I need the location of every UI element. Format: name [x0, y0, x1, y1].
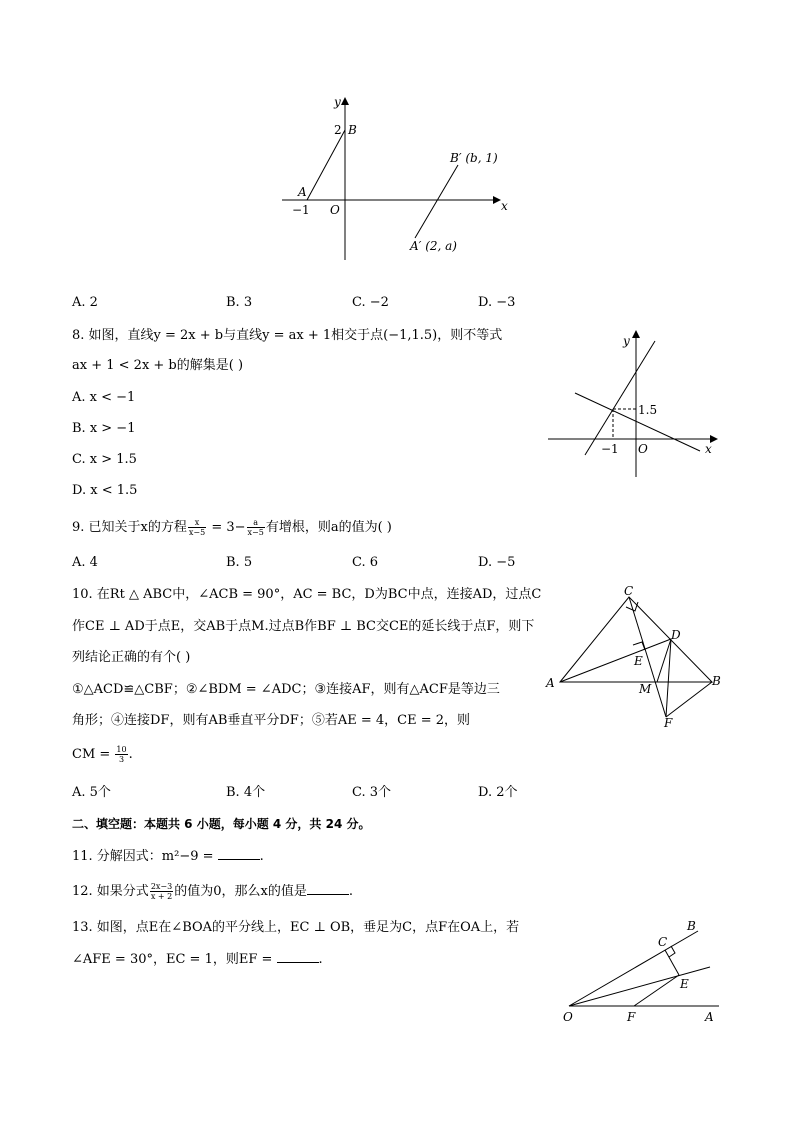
- label-b: B: [687, 919, 696, 933]
- q11-end: .: [259, 849, 264, 864]
- q9-fraction-2: $\frac{a}{x-5}$: [247, 518, 264, 537]
- label-c: C: [658, 935, 668, 949]
- section2-title: 二、填空题：本题共 6 小题，每小题 4 分，共 24 分。: [72, 817, 371, 831]
- q8-line1: 8. 如图，直线y = 2x + b与直线y = ax + 1相交于点(−1,1.5)，则不等式: [72, 328, 503, 343]
- segment-ab: [307, 130, 345, 200]
- q12-fraction: $\frac{2x-3}{x + 2}$: [150, 882, 173, 901]
- x-axis-label: x: [705, 442, 712, 456]
- q9-fraction-1: $\frac{x}{x-5}$: [188, 518, 206, 537]
- label-bprime: B′ (b, 1): [450, 151, 498, 165]
- label-b: B: [348, 123, 357, 137]
- q8-option-c[interactable]: C. x > 1.5: [72, 452, 137, 467]
- q8-line2: ax + 1 < 2x + b的解集是( ): [72, 358, 244, 373]
- q7-option-c[interactable]: C. −2: [352, 295, 389, 310]
- y-axis-label: y: [334, 95, 341, 109]
- ray-ob: [569, 931, 698, 1006]
- q13-end: .: [318, 952, 323, 967]
- label-f: F: [664, 716, 673, 730]
- q10-option-c[interactable]: C. 3个: [352, 785, 392, 800]
- q10-line6: [72, 745, 133, 764]
- label-neg1: −1: [292, 203, 310, 217]
- q12-pre: 12. 如果分式: [72, 884, 149, 899]
- q13-line2-text: ∠AFE = 30°，EC = 1，则EF =: [72, 952, 277, 967]
- q8-graph-figure: [545, 325, 725, 485]
- y-axis-label: y: [623, 334, 630, 348]
- origin-label: O: [330, 203, 340, 217]
- segment-ef: [634, 975, 679, 1006]
- label-c: C: [624, 584, 634, 598]
- q10-line6-pre: CM =: [72, 747, 115, 762]
- q12-answer-blank[interactable]: [307, 882, 349, 895]
- x-axis-label: x: [501, 199, 508, 213]
- q10-line6-post: .: [128, 747, 133, 762]
- q11-text: 11. 分解因式：m²−9 =: [72, 849, 218, 864]
- label-1-5: 1.5: [638, 403, 658, 417]
- q10-line5: 角形；④连接DF，则有AB垂直平分DF；⑤若AE = 4，CE = 2，则: [72, 713, 470, 728]
- q9-stem: [72, 518, 392, 537]
- q10-triangle-figure: [540, 585, 730, 730]
- segment-apbp: [415, 165, 458, 238]
- q9-post: 有增根，则a的值为( ): [265, 520, 392, 535]
- q10-option-d[interactable]: D. 2个: [478, 785, 518, 800]
- q10-line4: ①△ACD≌△CBF；②∠BDM = ∠ADC；③连接AF，则有△ACF是等边三: [72, 682, 500, 697]
- q12-post: 的值为0，那么x的值是: [174, 884, 307, 899]
- q12-end: .: [348, 884, 353, 899]
- q7-option-d[interactable]: D. −3: [478, 295, 516, 310]
- q10-option-b[interactable]: B. 4个: [226, 785, 266, 800]
- label-o: O: [563, 1010, 573, 1024]
- label-a: A: [705, 1010, 714, 1024]
- q8-option-b[interactable]: B. x > −1: [72, 421, 136, 436]
- q10-line3: 列结论正确的有个( ): [72, 650, 191, 665]
- label-e: E: [680, 977, 689, 991]
- q9-pre: 9. 已知关于x的方程: [72, 520, 187, 535]
- label-aprime: A′ (2, a): [410, 239, 457, 253]
- q11-answer-blank[interactable]: [218, 847, 260, 860]
- q7-option-a[interactable]: A. 2: [72, 295, 98, 310]
- q11-stem: [72, 847, 264, 866]
- q12-stem: [72, 882, 353, 901]
- segment-ad: [560, 639, 671, 682]
- label-m: M: [639, 682, 652, 696]
- q9-option-c[interactable]: C. 6: [352, 555, 379, 570]
- q10-fraction: $\frac{10}{3}$: [116, 745, 127, 764]
- segment-bf: [666, 682, 712, 717]
- ray-bisector: [569, 967, 710, 1006]
- q8-option-d[interactable]: D. x < 1.5: [72, 483, 138, 498]
- q10-line2: 作CE ⊥ AD于点E，交AB于点M.过点B作BF ⊥ BC交CE的延长线于点F，则下: [72, 619, 535, 634]
- q10-option-a[interactable]: A. 5个: [72, 785, 111, 800]
- q10-line1: 10. 在Rt △ ABC中，∠ACB = 90°，AC = BC，D为BC中点，连接AD，过点C: [72, 587, 542, 602]
- q13-angle-figure: [555, 915, 730, 1030]
- label-e: E: [634, 654, 643, 668]
- line-y-2x-b: [585, 341, 658, 455]
- q9-mid: = 3−: [207, 520, 246, 535]
- label-f: F: [627, 1010, 636, 1024]
- q13-line1: 13. 如图，点E在∠BOA的平分线上，EC ⊥ OB，垂足为C，点F在OA上，若: [72, 920, 520, 935]
- label-a: A: [546, 676, 555, 690]
- triangle-acb: [560, 597, 712, 682]
- label-b: B: [712, 674, 721, 688]
- q13-line2: [72, 950, 323, 969]
- label-neg1: −1: [601, 442, 619, 456]
- q7-coordinate-figure: [270, 90, 520, 270]
- q9-option-a[interactable]: A. 4: [72, 555, 98, 570]
- q9-option-b[interactable]: B. 5: [226, 555, 253, 570]
- q9-option-d[interactable]: D. −5: [478, 555, 516, 570]
- origin-label: O: [638, 442, 648, 456]
- segment-ec: [665, 950, 679, 975]
- label-a: A: [298, 185, 307, 199]
- q7-option-b[interactable]: B. 3: [226, 295, 253, 310]
- q8-option-a[interactable]: A. x < −1: [72, 390, 136, 405]
- q13-answer-blank[interactable]: [277, 950, 319, 963]
- label-2: 2: [334, 123, 342, 137]
- label-d: D: [671, 628, 681, 642]
